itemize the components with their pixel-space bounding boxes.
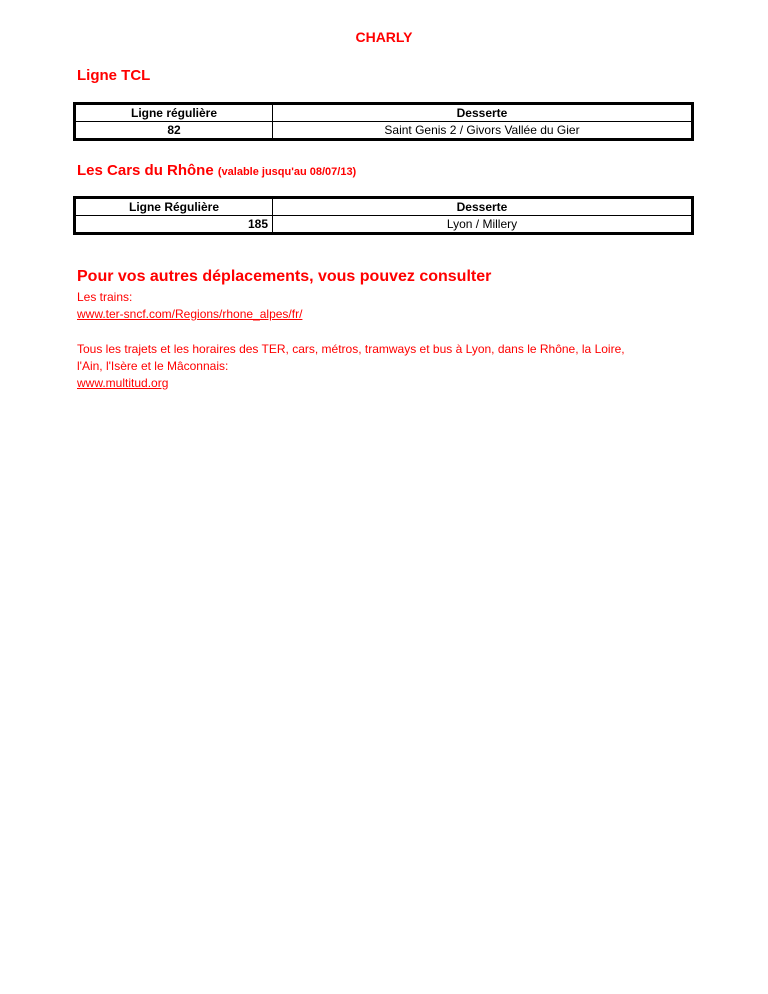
cars-heading-title: Les Cars du Rhône — [77, 162, 214, 179]
cars-cell-desserte: Lyon / Millery — [446, 217, 518, 231]
tcl-heading: Ligne TCL — [77, 67, 151, 84]
cars-cell-ligne: 185 — [75, 216, 273, 234]
tcl-header-desserte: Desserte — [273, 104, 693, 122]
table-header-row — [75, 104, 693, 122]
table-row — [75, 216, 693, 234]
tcl-cell-desserte: Saint Genis 2 / Givors Vallée du Gier — [384, 123, 580, 137]
other-heading: Pour vos autres déplacements, vous pouvez consulter — [77, 268, 492, 285]
cars-table — [73, 196, 694, 235]
tcl-header-ligne: Ligne régulière — [75, 104, 273, 122]
tcl-cell-ligne: 82 — [75, 122, 273, 140]
trajets-text-line1: Tous les trajets et les horaires des TER, cars, métros, tramways et bus à Lyon, dans le Rhône, la Loire, — [77, 342, 625, 356]
trains-label: Les trains: — [77, 290, 133, 304]
trains-link[interactable]: www.ter-sncf.com/Regions/rhone_alpes/fr/ — [77, 307, 303, 321]
page-title: CHARLY — [355, 29, 413, 45]
trajets-block — [77, 341, 697, 392]
tcl-table — [73, 102, 694, 141]
multitud-link[interactable]: www.multitud.org — [77, 376, 169, 390]
cars-heading-note: (valable jusqu'au 08/07/13) — [217, 166, 357, 178]
trajets-text-line2: l'Ain, l'Isère et le Mâconnais: — [77, 359, 229, 373]
cars-header-ligne: Ligne Régulière — [75, 198, 273, 216]
table-header-row — [75, 198, 693, 216]
cars-heading — [77, 162, 356, 179]
trains-block — [77, 289, 697, 323]
table-row — [75, 122, 693, 140]
cars-header-desserte: Desserte — [273, 198, 693, 216]
